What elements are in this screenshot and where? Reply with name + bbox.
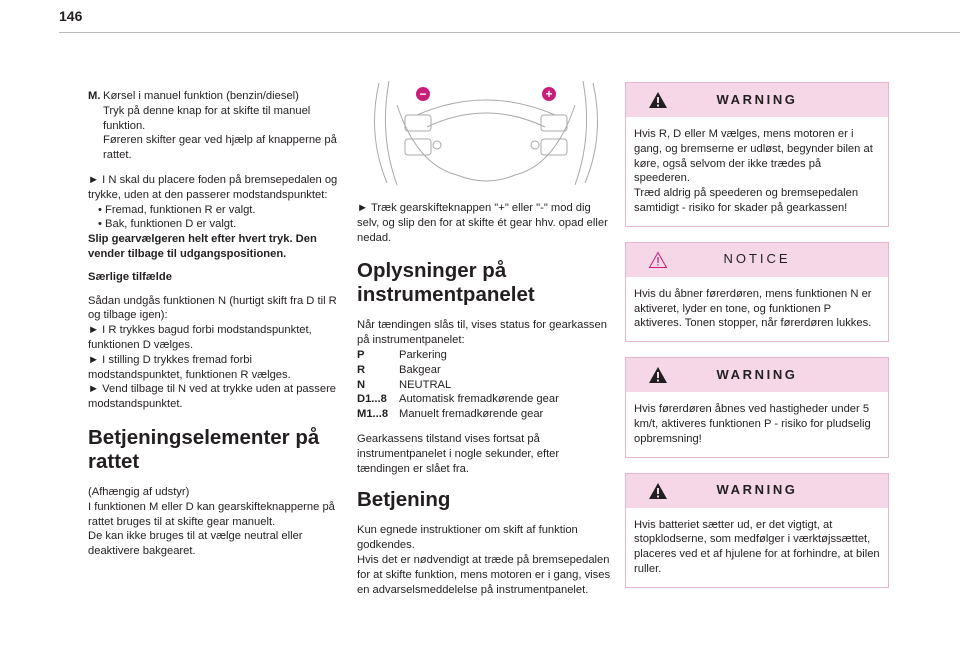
release-note: Slip gearvælgeren helt efter hvert tryk. Den vender tilbage til udgangspositionen. [88,233,317,260]
section-heading-steering-controls: Betjeningselementer på rattet [88,425,320,473]
special-cases-text: Sådan undgås funktionen N (hurtigt skift fra D til R og tilbage igen): [88,294,337,322]
bullet-reverse: • Bak, funktionen D er valgt. [98,218,237,231]
notice-triangle-icon [648,251,668,269]
warning-title: WARNING [716,91,798,107]
special-step-2: ► I stilling D trykkes fremad forbi modstandspunktet, funktionen R vælges. [88,353,291,381]
warning-header [626,474,888,508]
bullet-forward: • Fremad, funktionen R er valgt. [98,203,256,216]
neutral-instruction: ► I N skal du placere foden på bremsepedalen og trykke, uden at den passerer modstandspunktet: [88,173,338,201]
table-row [357,378,559,393]
mode-m-label: M. [88,90,101,102]
warning-text-2: Træd aldrig på speederen og bremsepedalen samtidigt - risiko for skader på gearkassen! [634,187,859,214]
gear-code: R [357,363,366,376]
warning-title: WARNING [716,482,798,498]
warning-box [625,357,889,457]
warning-triangle-icon [648,91,668,109]
table-row [357,407,559,422]
gear-status-table [357,348,559,422]
paddle-minus-label: − [419,87,427,101]
gear-code: P [357,348,365,361]
warning-triangle-icon [648,482,668,500]
notice-title: NOTICE [723,251,791,267]
notice-box [625,242,889,342]
mode-m-text: Tryk på denne knap for at skifte til manuel funktion. [103,104,311,132]
warning-box [625,473,889,588]
warning-body [626,117,888,226]
mode-m-text-2: Føreren skifter gear ved hjælp af knapperne på rattet. [103,134,337,162]
gear-code: M1...8 [357,408,389,421]
warning-body: Hvis førerdøren åbnes ved hastigheder under 5 km/t, aktiveres funktionen P - risiko for pludselig opbremsning! [634,403,871,445]
special-step-3: ► Vend tilbage til N ved at trykke uden at passere modstandspunktet. [88,383,337,411]
header-divider [59,32,960,33]
warning-header [626,358,888,392]
special-cases-heading: Særlige tilfælde [88,270,172,283]
warning-triangle-icon [648,366,668,384]
table-row [357,363,559,378]
section-heading-instrument-panel: Oplysninger på instrumentpanelet [357,259,535,307]
table-row [357,392,559,407]
column-3 [625,82,889,603]
warning-header [626,83,888,117]
mode-m-item [88,89,346,163]
section-heading-operation: Betjening [357,488,451,512]
steering-controls-limit: De kan ikke bruges til at vælge neutral eller deaktivere bakgearet. [88,530,303,558]
operation-text-1: Kun egnede instruktioner om skift af funktion godkendes. [357,524,578,552]
table-row [357,348,559,363]
equipment-note: (Afhængig af udstyr) [88,485,190,498]
special-step-1: ► I R trykkes bagud forbi modstandspunktet, funktionen D vælges. [88,324,312,351]
gear-description: NEUTRAL [399,378,452,391]
notice-header [626,243,888,277]
warning-title: WARNING [716,366,798,382]
gear-code: N [357,378,366,391]
column-2 [357,89,615,597]
paddle-pull-instruction: ► Træk gearskifteknappen "+" eller "-" mod dig selv, og slip den for at skifte ét gear hhv. opad eller nedad. [357,202,608,244]
paddle-plus-label: + [545,87,553,101]
gear-description: Bakgear [399,363,441,376]
warning-text: Hvis R, D eller M vælges, mens motoren er i gang, og bremserne er udløst, begynder bilen at køre, også selvom der ikke trædes på speederen. [634,128,873,185]
warning-body: Hvis batteriet sætter ud, er det vigtigt, at stopklodserne, som medfølger i værktøjssættet, placeres ved et af hjulene for at forhindre, at bilen ruller. [634,518,880,575]
steering-wheel-paddles-illustration [357,75,615,195]
operation-text-2: Hvis det er nødvendigt at træde på bremsepedalen for at skifte funktion, mens motoren er i gang, vises en advarselsmeddelelse på instrumentpanelet. [357,553,611,596]
gear-description: Manuelt fremadkørende gear [399,408,544,421]
gear-description: Automatisk fremadkørende gear [399,393,559,406]
page-number: 146 [59,8,83,24]
gear-code: D1...8 [357,393,387,406]
gear-description: Parkering [399,348,447,361]
status-persistence-note: Gearkassens tilstand vises fortsat på instrumentpanelet i nogle sekunder, efter tændingen er slået fra. [357,432,560,475]
notice-body: Hvis du åbner førerdøren, mens funktionen N er aktiveret, lyder en tone, og funktionen P aktiveres. Tonen stopper, når førerdøren lukkes. [634,287,872,330]
column-1 [88,89,346,559]
mode-m-description [103,89,346,163]
instrument-panel-intro: Når tændingen slås til, vises status for gearkassen på instrumentpanelet: [357,319,607,347]
mode-m-title: Kørsel i manuel funktion (benzin/diesel) [103,90,299,102]
steering-controls-text: I funktionen M eller D kan gearskifteknapperne på rattet bruges til at skifte gear manuelt. [88,500,335,528]
warning-box [625,82,889,227]
